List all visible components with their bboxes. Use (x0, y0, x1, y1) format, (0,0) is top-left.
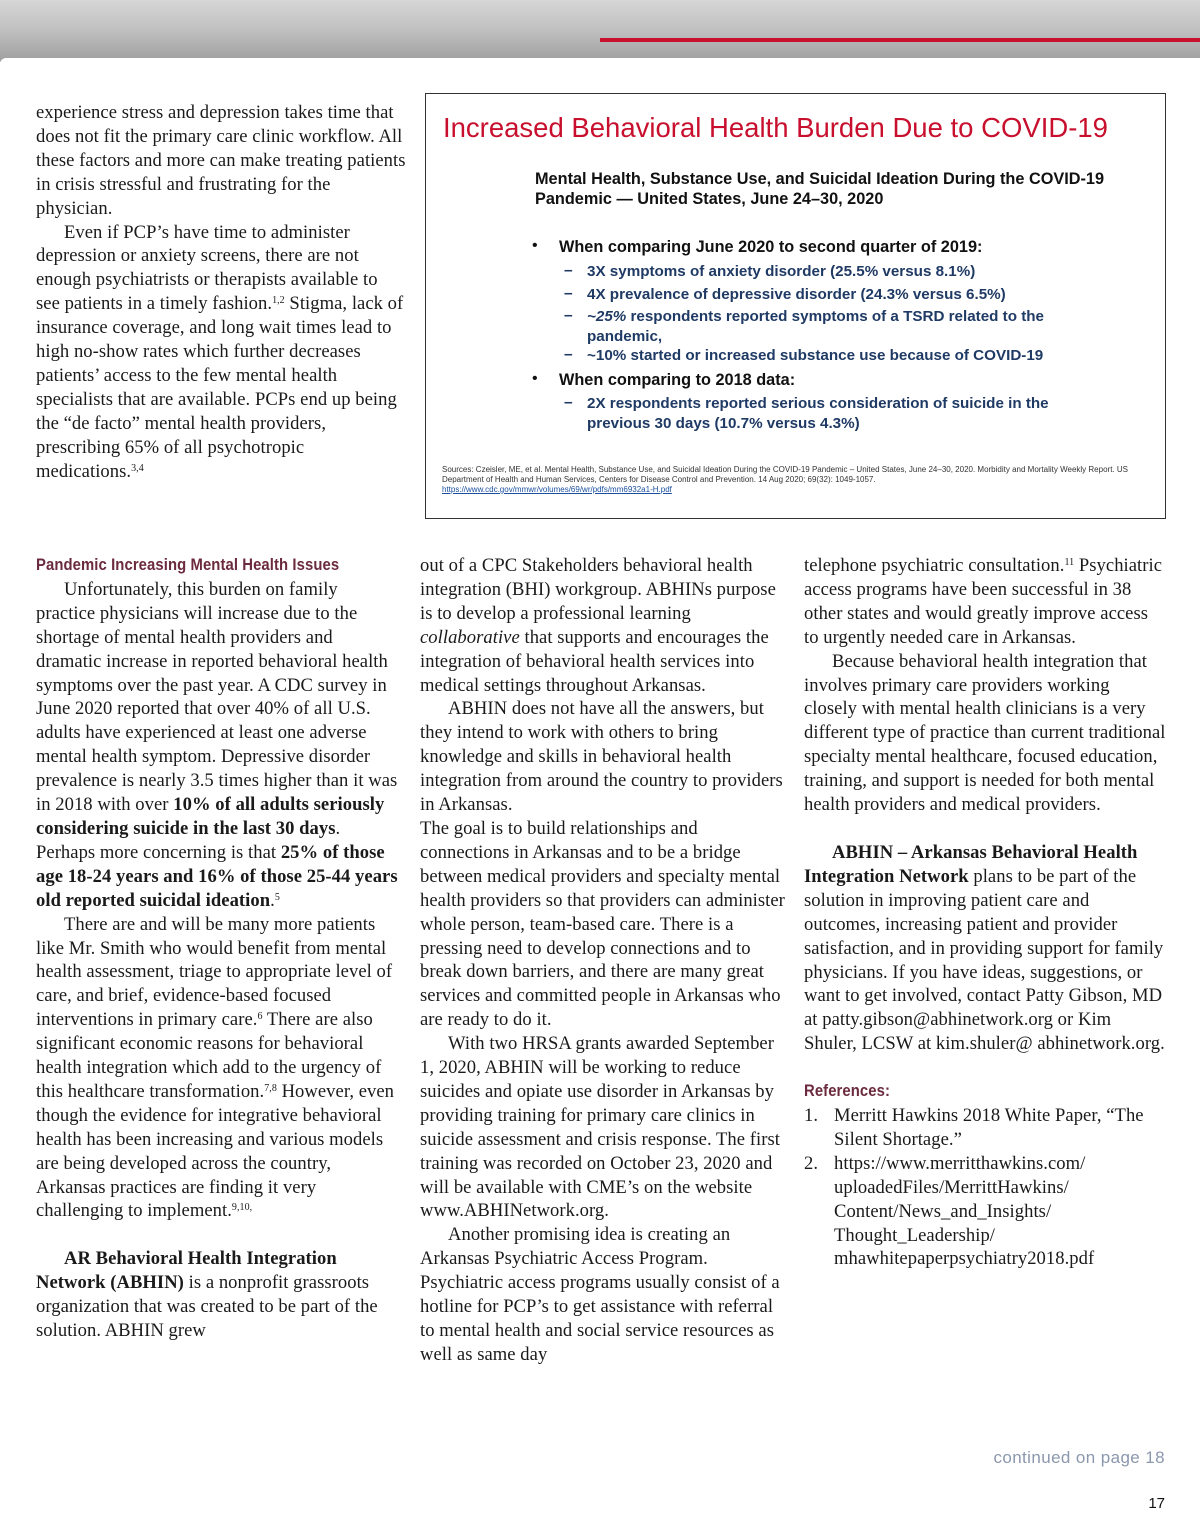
paragraph: The goal is to build relationships and connections in Arkansas and to be a bridge between medical providers and specialty mental health providers so that providers can administer whole person, team-based care. There is a pressing need to develop connections and to break down barriers, and there are many great services and committed people in Arkansas who are ready to do it. (420, 817, 785, 1031)
slide-bullet: When comparing June 2020 to second quarter of 2019: (559, 238, 983, 256)
slide-bullet: When comparing to 2018 data: (559, 371, 796, 389)
paragraph: experience stress and depression takes time that does not fit the primary care clinic workflow. All these factors and more can make treating patients in crisis stressful and frustrating for the physician. (36, 102, 406, 219)
paragraph: telephone psychiatric consultation.$^{11}$ Psychiatric access programs have been successful in 38 other states and would greatly improve access to urgently needed care in Arkansas. (804, 555, 1163, 648)
source-link[interactable]: https://www.cdc.gov/mmwr/volumes/69/wr/pdfs/mm6932a1-H.pdf (442, 485, 672, 494)
paragraph: ABHIN – Arkansas Behavioral Health Integration Network plans to be part of the solution in improving patient care and outcomes, increasing patient and provider satisfaction, and in providing support for family physicians. If you have ideas, suggestions, or want to get involved, contact Patty Gibson, MD at patty.gibson@abhinetwork.org or Kim Shuler, LCSW at kim.shuler@ abhinetwork.org. (804, 841, 1165, 1055)
page-number: 17 (1148, 1495, 1165, 1512)
paragraph: With two HRSA grants awarded September 1, 2020, ABHIN will be working to reduce suicides and opiate use disorder in Arkansas by providing training for primary care clinics in suicide assessment and crisis response. The first training was recorded on October 23, 2020 and will be available with CME’s on the website www.ABHINetwork.org. (420, 1033, 780, 1222)
middle-column (420, 554, 790, 1367)
reference-item: 2. https://www.merritthawkins.com/ uploadedFiles/MerrittHawkins/ Content/News_and_Insights/ Thought_Leadership/ mhawhitepaperpsychiatry2018.pdf (804, 1152, 1095, 1270)
dash-icon: – (564, 346, 573, 363)
references-heading: References: (804, 1082, 891, 1101)
intro-column (36, 101, 406, 484)
slide-subbullet: 3X symptoms of anxiety disorder (25.5% versus 8.1%) (587, 263, 976, 280)
dash-icon: – (564, 394, 573, 411)
header-corner (0, 58, 1200, 64)
section-heading: Pandemic Increasing Mental Health Issues (36, 556, 340, 574)
spacer (36, 1223, 398, 1247)
slide-subbullet: 2X respondents reported serious consideration of suicide in the previous 30 days (10.7% versus 4.3%) (587, 395, 1049, 432)
paragraph: Another promising idea is creating an Arkansas Psychiatric Access Program. Psychiatric access programs usually consist of a hotline for PCP’s to get assistance with referral to mental health and social service resources as well as same day (420, 1224, 780, 1365)
right-column (804, 554, 1166, 1271)
paragraph: out of a CPC Stakeholders behavioral health integration (BHI) workgroup. ABHINs purpose is to develop a professional learning collaborative that supports and encourages the integration of behavioral health services into medical settings throughout Arkansas. (420, 555, 776, 696)
paragraph: There are and will be many more patients like Mr. Smith who would benefit from mental health assessment, triage to appropriate level of care, and brief, evidence-based focused interventions in primary care.$^6$ There are also significant economic reasons for behavioral health integration which add to the urgency of this healthcare transformation.$^{7,8}$ However, even though the evidence for integrative behavioral health has been increasing and various models are being developed across the country, Arkansas practices are finding it very challenging to implement.$^{9,10,}$ (36, 913, 395, 1222)
references-list (804, 1104, 1166, 1271)
continued-note: continued on page 18 (993, 1448, 1165, 1467)
dash-icon: – (564, 307, 573, 324)
accent-rule (600, 38, 1200, 42)
dash-icon: – (564, 285, 573, 302)
slide-title: Increased Behavioral Health Burden Due to COVID-19 (443, 112, 1108, 143)
spacer (804, 817, 1166, 841)
bullet-icon: • (532, 370, 538, 387)
slide-subbullet: ~10% started or increased substance use because of COVID-19 (587, 347, 1044, 364)
left-column (36, 554, 398, 1343)
spacer (804, 1056, 1166, 1080)
slide-sources: Sources: Czeisler, ME, et al. Mental Health, Substance Use, and Suicidal Ideation During the COVID-19 Pandemic – United States, June 24–30, 2020. Morbidity and Mortality Weekly Report. US Department of Health and Human Services, Centers for Disease Control and Prevention. 14 Aug 2020; 69(32): 1049-1057. https://www.cdc.gov/mmwr/volumes/69/wr/pdfs/mm6932a1-H.pdf (442, 465, 1152, 495)
paragraph: ABHIN does not have all the answers, but they intend to work with others to bring knowledge and skills in behavioral health integration from around the country to providers in Arkansas. (420, 698, 783, 816)
slide-subbullet: ~25% respondents reported symptoms of a TSRD related to the pandemic, (587, 308, 1045, 345)
paragraph: Unfortunately, this burden on family practice physicians will increase due to the shortage of mental health providers and dramatic increase in reported behavioral health symptoms over the past year. A CDC survey in June 2020 reported that over 40% of all U.S. adults have experienced at least one adverse mental health symptom. Depressive disorder prevalence is nearly 3.5 times higher than it was in 2018 with over 10% of all adults seriously considering suicide in the last 30 days. Perhaps more concerning is that 25% of those age 18-24 years and 16% of those 25-44 years old reported suicidal ideation.$^5$ (36, 578, 398, 911)
slide-subbullet: 4X prevalence of depressive disorder (24.3% versus 6.5%) (587, 286, 1006, 303)
paragraph: Because behavioral health integration that involves primary care providers working closely with mental health clinicians is a very different type of practice than current traditional specialty mental healthcare, focused education, training, and support is needed for both mental health providers and medical providers. (804, 650, 1166, 816)
slide-subtitle: Mental Health, Substance Use, and Suicidal Ideation During the COVID-19 Pandemic — United States, June 24–30, 2020 (535, 170, 1105, 208)
header-bar (0, 0, 1200, 62)
dash-icon: – (564, 262, 573, 279)
covid-slide-figure (425, 93, 1166, 519)
reference-item: 1. Merritt Hawkins 2018 White Paper, “The Silent Shortage.” (804, 1105, 1144, 1150)
paragraph: AR Behavioral Health Integration Network (ABHIN) is a nonprofit grassroots organization that was created to be part of the solution. ABHIN grew (36, 1248, 378, 1342)
paragraph: Even if PCP’s have time to administer depression or anxiety screens, there are not enough psychiatrists or therapists available to see patients in a timely fashion.$^{1,2}$ Stigma, lack of insurance coverage, and long wait times lead to high no-show rates which further decreases patients’ access to the few mental health specialists that are available. PCPs end up being the “de facto” mental health providers, prescribing 65% of all psychotropic medications.$^{3,4}$ (36, 221, 404, 482)
bullet-icon: • (532, 237, 538, 254)
